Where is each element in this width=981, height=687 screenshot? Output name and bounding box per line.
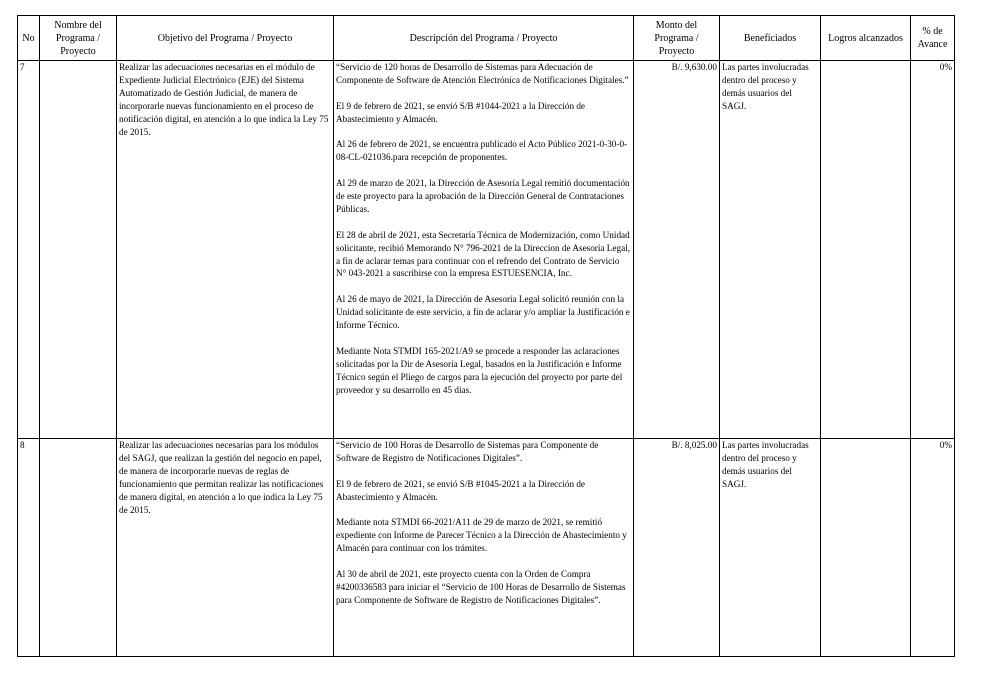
description-paragraph: “Servicio de 100 Horas de Desarrollo de Sistemas para Componente de Software de Registro de Notificaciones Digitales”. — [336, 440, 599, 463]
description-paragraph: Al 30 de abril de 2021, este proyecto cuenta con la Orden de Compra #4200336583 para iniciar el “Servicio de 100 Horas de Desarrollo de Sistemas para Componente de Software de Registro de Notificaciones Digitales”. — [336, 569, 626, 605]
description-cell — [334, 439, 634, 657]
description-paragraph: Mediante nota STMDI 66-2021/A11 de 29 de marzo de 2021, se remitió expediente con Informe de Parecer Técnico a la Dirección de Abastecimiento y Almacén para continuar con los trámites. — [336, 517, 627, 554]
beneficiaries-cell: Las partes involucradas dentro del proceso y demás usuarios del SAGJ. — [720, 61, 821, 439]
progress-cell: 0% — [911, 61, 955, 439]
col-header-beneficiados: Beneficiados — [720, 16, 821, 61]
description-paragraph: Al 29 de marzo de 2021, la Dirección de Asesoría Legal remitió documentación de este proyecto para la aprobación de la Dirección General de Contrataciones Públicas. — [336, 178, 630, 214]
table-row — [18, 439, 955, 657]
row-number: 7 — [18, 61, 40, 439]
beneficiaries-cell: Las partes involucradas dentro del proceso y demás usuarios del SAGJ. — [720, 439, 821, 657]
col-header-objetivo: Objetivo del Programa / Proyecto — [117, 16, 334, 61]
description-paragraph: El 28 de abril de 2021, esta Secretaría Técnica de Modernización, como Unidad solicitante, recibió Memorando N° 796-2021 de la Direccion de Asesoría Legal, a fin de aclarar temas para continuar con el refrendo del Contrato de Servicio N° 043-2021 a suscribirse con la empresa ESTUESENCIA, Inc. — [336, 229, 631, 279]
col-header-nombre: Nombre del Programa / Proyecto — [40, 16, 117, 61]
progress-cell: 0% — [911, 439, 955, 657]
description-paragraph: Al 26 de febrero de 2021, se encuentra publicado el Acto Público 2021-0-30-0-08-CL-021036.para recepción de proponentes. — [336, 139, 628, 163]
achievements-cell — [821, 61, 911, 439]
description-paragraph: “Servicio de 120 horas de Desarrollo de Sistemas para Adecuación de Componente de Software de Atención Electrónica de Notificaciones Digitales.” — [336, 62, 629, 85]
col-header-descripcion: Descripción del Programa / Proyecto — [334, 16, 634, 61]
description-paragraph: El 9 de febrero de 2021, se envió S/B #1045-2021 a la Dirección de Abastecimiento y Almacén. — [336, 478, 586, 502]
description-paragraph: El 9 de febrero de 2021, se envió S/B #1044-2021 a la Dirección de Abastecimiento y Almacén. — [336, 100, 586, 124]
program-name-cell — [40, 439, 117, 657]
objective-cell: Realizar las adecuaciones necesarias en el módulo de Expediente Judicial Electrónico (EJE) del Sistema Automatizado de Gestión Judicial, de manera de incorporarle nuevas funcionamiento en el proceso de notificación digital, en atención a lo que indica la Ley 75 de 2015. — [117, 61, 334, 439]
projects-table — [17, 15, 955, 657]
amount-cell: B/. 8,025.00 — [634, 439, 720, 657]
col-header-no: No — [18, 16, 40, 61]
col-header-logros: Logros alcanzados — [821, 16, 911, 61]
description-paragraph: Al 26 de mayo de 2021, la Dirección de Asesoría Legal solicitó reunión con la Unidad solicitante de este servicio, a fin de aclarar y/o ampliar la Justificación e Informe Técnico. — [336, 294, 630, 331]
program-name-cell — [40, 61, 117, 439]
table-row — [18, 61, 955, 439]
achievements-cell — [821, 439, 911, 657]
description-paragraph: Mediante Nota STMDI 165-2021/A9 se procede a responder las aclaraciones solicitadas por la Dir de Asesoría Legal, basados en la Justificación e Informe Técnico según el Pliego de cargos para la ejecución del proyecto por parte del proveedor y su desarrollo en 45 días. — [336, 345, 623, 395]
row-number: 8 — [18, 439, 40, 657]
col-header-avance: % de Avance — [911, 16, 955, 61]
objective-cell: Realizar las adecuaciones necesarias para los módulos del SAGJ, que realizan la gestión del negocio en papel, de manera de incorporarle nuevas de reglas de funcionamiento que permitan realizar las notificaciones de manera digital, en atención a lo que indica la Ley 75 de 2015. — [117, 439, 334, 657]
description-cell — [334, 61, 634, 439]
header-row — [18, 16, 955, 61]
amount-cell: B/. 9,630.00 — [634, 61, 720, 439]
col-header-monto: Monto del Programa / Proyecto — [634, 16, 720, 61]
